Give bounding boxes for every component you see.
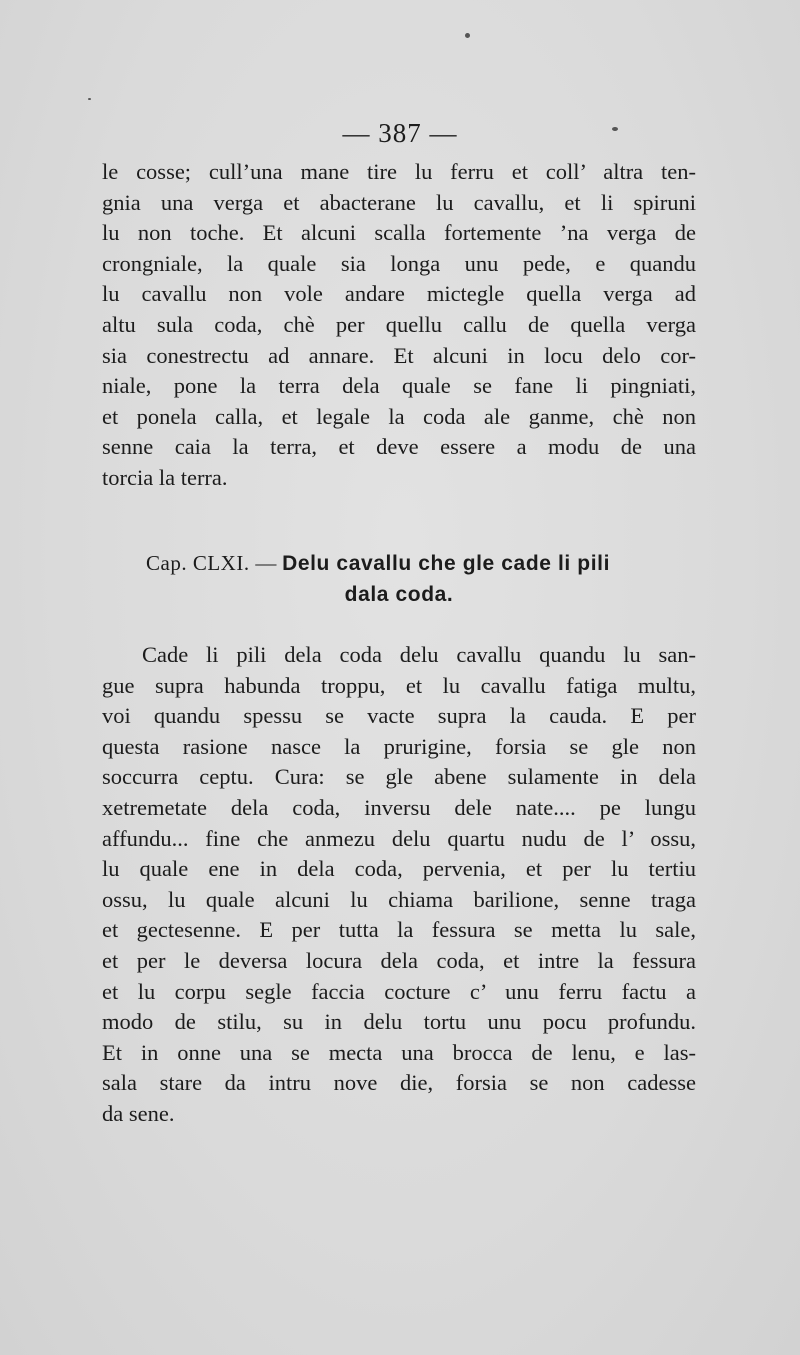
print-speck — [465, 33, 470, 38]
text-line: niale, pone la terra dela quale se fane li pingniati, — [102, 373, 696, 399]
chapter-title: Delu cavallu che gle cade li pili — [282, 552, 610, 575]
text-line: modo de stilu, su in delu tortu unu pocu profundu. — [102, 1009, 696, 1035]
paragraph-2 — [102, 640, 696, 1130]
page-number: — 387 — — [342, 118, 458, 148]
chapter-title-continued: dala coda. — [344, 583, 454, 606]
text-line: altu sula coda, chè per quellu callu de quella verga — [102, 311, 696, 337]
text-line: et lu corpu segle faccia cocture c’ unu ferru factu a — [102, 978, 696, 1004]
text-line: lu quale ene in dela coda, pervenia, et per lu tertiu — [102, 856, 696, 882]
text-line: ossu, lu quale alcuni lu chiama barilione, senne traga — [102, 886, 696, 912]
text-line: et per le deversa locura dela coda, et intre la fessura — [102, 947, 696, 973]
text-line: questa rasione nasce la prurigine, forsia se gle non — [102, 733, 696, 759]
text-line: sia conestrectu ad annare. Et alcuni in locu delo cor- — [102, 342, 696, 368]
text-line: affundu... fine che anmezu delu quartu nudu de l’ ossu, — [102, 825, 696, 851]
chapter-number: Cap. CLXI. — — [146, 551, 277, 575]
text-line: gue supra habunda troppu, et lu cavallu fatiga multu, — [102, 672, 696, 698]
text-line: soccurra ceptu. Cura: se gle abene sulamente in dela — [102, 764, 696, 790]
chapter-heading-line-1 — [102, 548, 696, 579]
text-line: lu non toche. Et alcuni scalla fortemente ’na verga de — [102, 220, 696, 246]
print-speck — [88, 98, 91, 100]
text-line: gnia una verga et abacterane lu cavallu, et li spiruni — [102, 189, 696, 215]
text-line: xetremetate dela coda, inversu dele nate.... pe lungu — [102, 794, 696, 820]
text-line: Et in onne una se mecta una brocca de lenu, e las- — [102, 1039, 696, 1065]
text-line: torcia la terra. — [102, 464, 228, 490]
text-line: voi quandu spessu se vacte supra la cauda. E per — [102, 703, 696, 729]
text-line: da sene. — [102, 1100, 175, 1126]
paragraph-1 — [102, 157, 696, 494]
text-line: sala stare da intru nove die, forsia se non cadesse — [102, 1070, 696, 1096]
chapter-heading — [102, 548, 696, 610]
chapter-heading-line-2 — [102, 579, 696, 610]
text-line: crongniale, la quale sia longa unu pede, e quandu — [102, 250, 696, 276]
text-line: et ponela calla, et legale la coda ale ganme, chè non — [102, 403, 696, 429]
text-line: Cade li pili dela coda delu cavallu quandu lu san- — [142, 642, 696, 667]
text-line: lu cavallu non vole andare mictegle quella verga ad — [102, 281, 696, 307]
text-line: et gectesenne. E per tutta la fessura se metta lu sale, — [102, 917, 696, 943]
text-line: le cosse; cull’una mane tire lu ferru et coll’ altra ten- — [102, 159, 696, 184]
text-line: senne caia la terra, et deve essere a modu de una — [102, 434, 696, 460]
